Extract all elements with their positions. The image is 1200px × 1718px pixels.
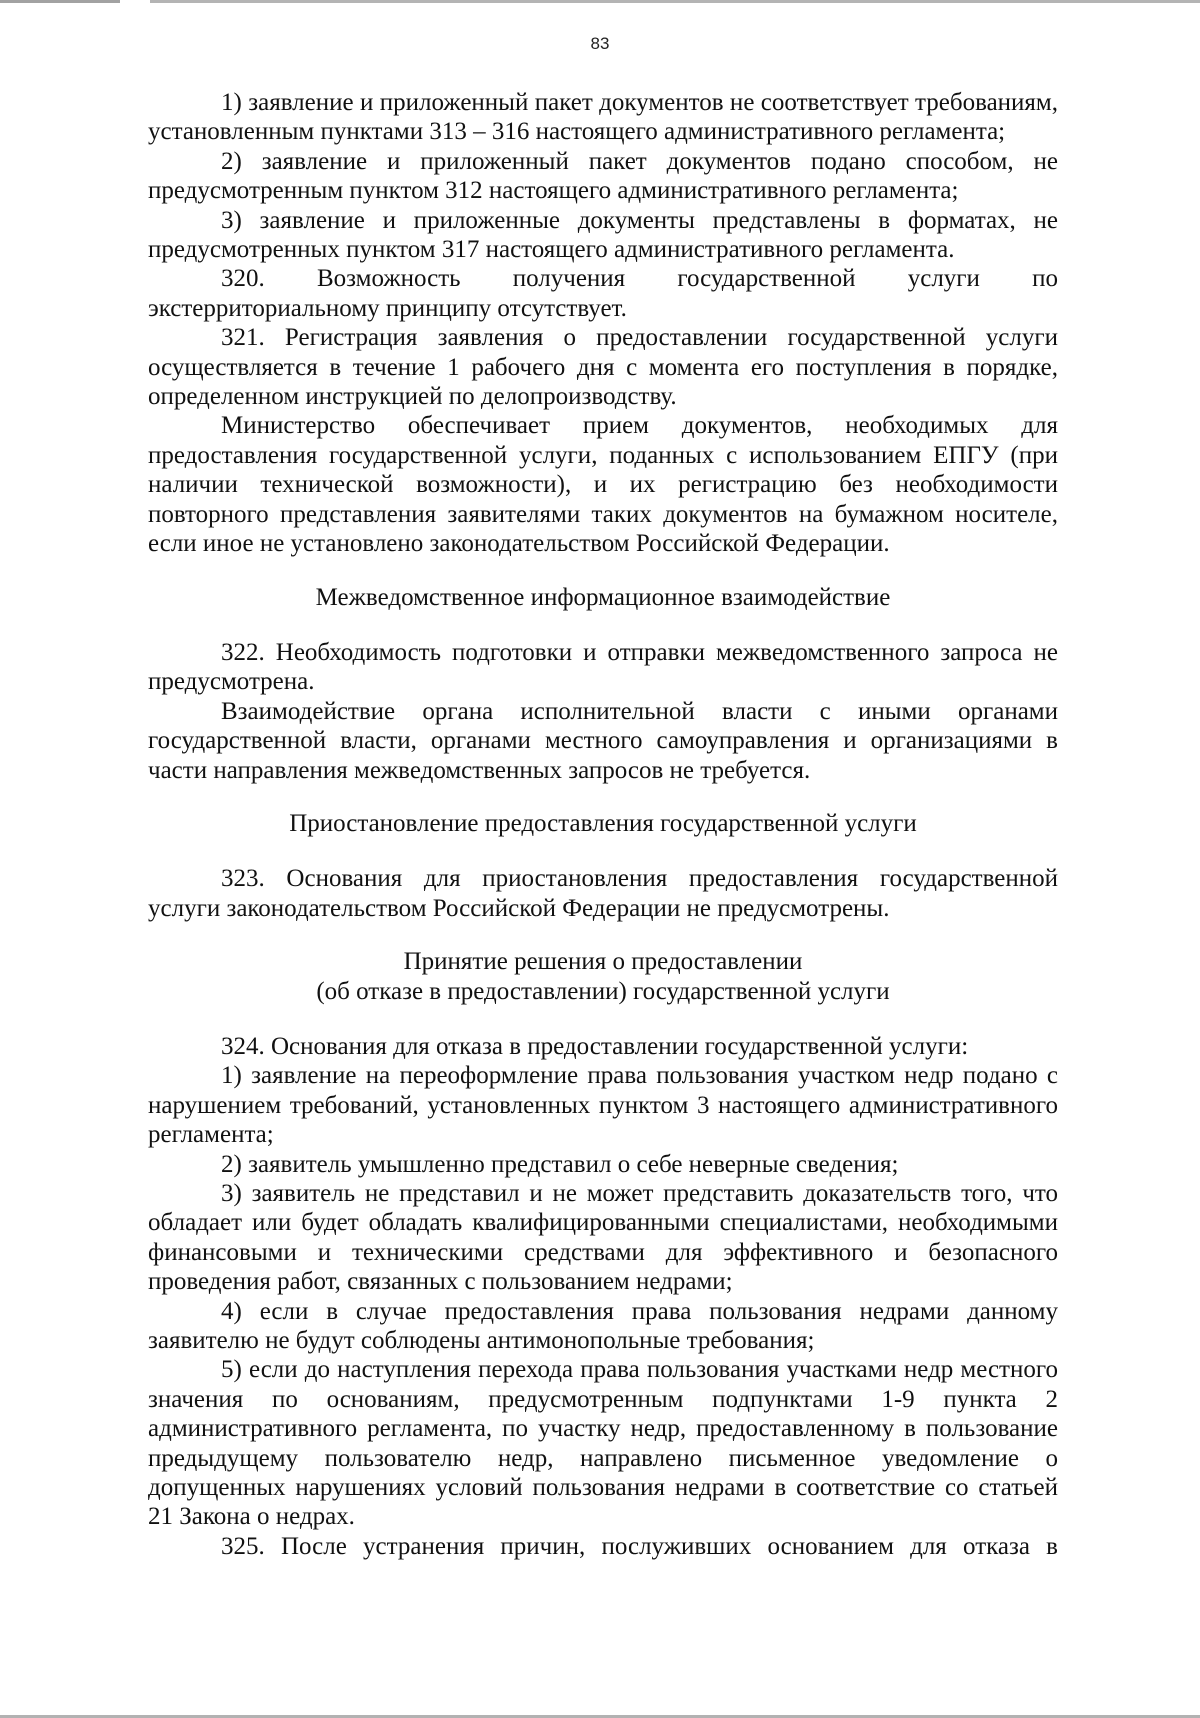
paragraph-322: 322. Необходимость подготовки и отправки межведомственного запроса не предусмотрена. bbox=[148, 638, 1058, 696]
section-heading-decision-line-2: (об отказе в предоставлении) государственной услуги bbox=[316, 977, 890, 1005]
refusal-item-3: 3) заявитель не представил и не может представить доказательств того, что обладает или будет обладать квалифицированными специалистами, необходимыми финансовыми и техническими средствами для эффективного и безопасного проведения работ, связанных с пользованием недрами; bbox=[148, 1180, 1058, 1296]
paragraph-320: 320. Возможность получения государственной услуги по экстерриториальному принципу отсутствует. bbox=[148, 265, 1058, 322]
list-item-3: 3) заявление и приложенные документы представлены в форматах, не предусмотренных пунктом 317 настоящего административного регламента. bbox=[148, 206, 1058, 264]
paragraph-321: 321. Регистрация заявления о предоставлении государственной услуги осуществляется в течение 1 рабочего дня с момента его поступления в порядке, определенном инструкцией по делопроизводству. bbox=[148, 324, 1058, 411]
paragraph-ministry: Министерство обеспечивает прием документов, необходимых для предоставления государственной услуги, поданных с использованием ЕПГУ (при наличии технической возможности), и их регистрацию без необходимости повторного представления заявителями таких документов на бумажном носителе, если иное не установлено законодательством Российской Федерации. bbox=[148, 412, 1058, 558]
list-item-2: 2) заявление и приложенный пакет документов подано способом, не предусмотренным пунктом 312 настоящего административного регламента; bbox=[148, 147, 1058, 205]
paragraph-325: 325. После устранения причин, послуживших основанием для отказа в bbox=[221, 1532, 1058, 1560]
paragraph-323: 323. Основания для приостановления предоставления государственной услуги законодательством Российской Федерации не предусмотрены. bbox=[148, 865, 1058, 922]
refusal-item-1: 1) заявление на переоформление права пользования участком недр подано с нарушением требований, установленных пунктом 3 настоящего административного регламента; bbox=[148, 1062, 1058, 1149]
paragraph-interaction: Взаимодействие органа исполнительной власти с иными органами государственной власти, органами местного самоуправления и организациями в части направления межведомственных запросов не требуется. bbox=[148, 697, 1058, 784]
refusal-item-4: 4) если в случае предоставления права пользования недрами данному заявителю не будут соблюдены антимонопольные требования; bbox=[148, 1297, 1058, 1355]
section-heading-decision bbox=[148, 947, 1058, 1006]
section-heading-interagency: Межведомственное информационное взаимодействие bbox=[315, 583, 891, 611]
refusal-item-2: 2) заявитель умышленно представил о себе неверные сведения; bbox=[221, 1150, 899, 1178]
paragraph-324: 324. Основания для отказа в предоставлении государственной услуги: bbox=[221, 1032, 969, 1060]
document-body bbox=[148, 88, 1058, 1561]
list-item-1: 1) заявление и приложенный пакет документов не соответствует требованиям, установленным пунктами 313 – 316 настоящего административного регламента; bbox=[148, 89, 1058, 146]
refusal-item-5: 5) если до наступления перехода права пользования участками недр местного значения по основаниям, предусмотренным подпунктами 1-9 пункта 2 административного регламента, по участку недр, предоставленному в пользование предыдущему пользователю недр, направлено письменное уведомление о допущенных нарушениях условий пользования недрами в соответствие со статьей 21 Закона о недрах. bbox=[148, 1356, 1058, 1531]
scan-edge-top bbox=[0, 0, 1200, 3]
section-heading-decision-line-1: Принятие решения о предоставлении bbox=[403, 948, 803, 976]
page-number: 83 bbox=[590, 34, 610, 53]
section-heading-suspension: Приостановление предоставления государственной услуги bbox=[289, 809, 917, 837]
